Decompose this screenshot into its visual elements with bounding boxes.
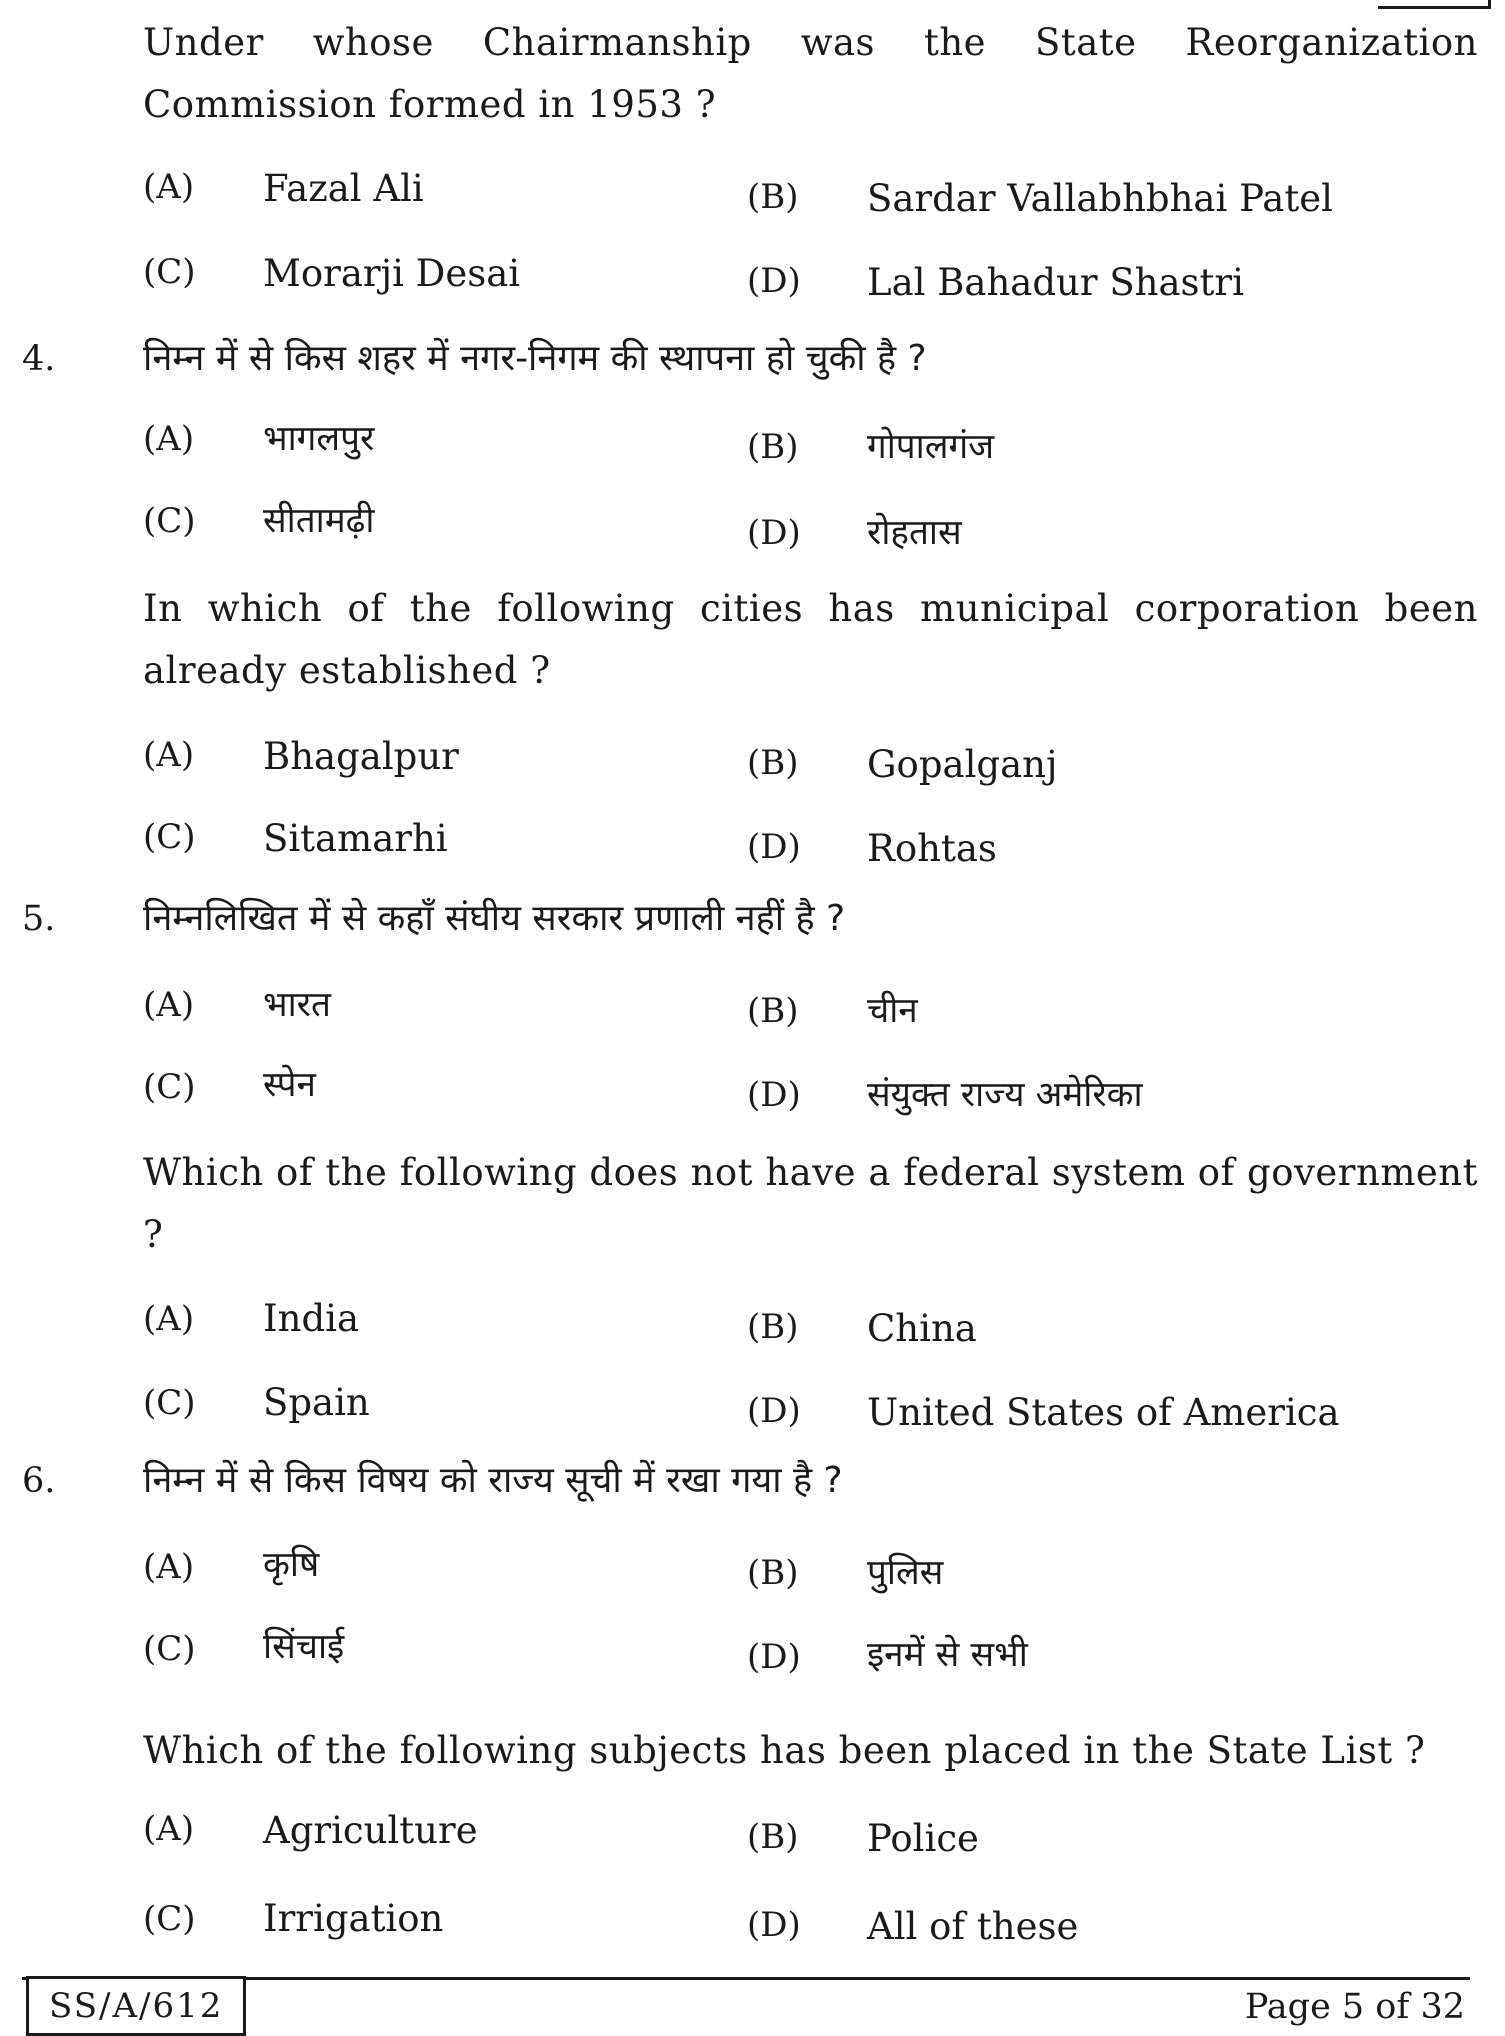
q4-en-option-d-letter: (D) — [747, 827, 801, 867]
q5-hi-option-b-text: चीन — [867, 991, 918, 1031]
question-5-number: 5. — [22, 899, 56, 939]
q3-en-option-c-letter: (C) — [143, 252, 196, 292]
q5-en-option-d-letter: (D) — [747, 1391, 801, 1431]
q6-hi-option-d-letter: (D) — [747, 1637, 801, 1677]
q3-en-option-b-text: Sardar Vallabhbhai Patel — [867, 177, 1333, 220]
q3-en-option-c-text: Morarji Desai — [263, 252, 521, 295]
q4-hi-option-b-text: गोपालगंज — [867, 427, 995, 467]
q6-en-option-b-letter: (B) — [747, 1817, 799, 1857]
q5-en-option-c-letter: (C) — [143, 1383, 196, 1423]
q6-hi-option-a-letter: (A) — [143, 1547, 195, 1587]
question-4-hindi: निम्न में से किस शहर में नगर-निगम की स्थापना हो चुकी है ? — [143, 338, 927, 379]
q4-en-option-d-text: Rohtas — [867, 827, 997, 870]
q5-en-option-c-text: Spain — [263, 1381, 370, 1424]
q5-en-option-d-text: United States of America — [867, 1391, 1340, 1434]
page-number: Page 5 of 32 — [1244, 1987, 1465, 2027]
q3-en-option-b-letter: (B) — [747, 177, 799, 217]
q6-en-option-b-text: Police — [867, 1817, 979, 1860]
q4-en-option-a-text: Bhagalpur — [263, 735, 459, 778]
q6-hi-option-c-letter: (C) — [143, 1629, 196, 1669]
question-5-english: Which of the following does not have a federal system of government ? — [143, 1151, 1478, 1256]
question-4-number: 4. — [22, 339, 56, 379]
q6-en-option-a-text: Agriculture — [263, 1809, 478, 1852]
q5-hi-option-b-letter: (B) — [747, 991, 799, 1031]
q5-hi-option-d-text: संयुक्त राज्य अमेरिका — [867, 1075, 1143, 1115]
q6-hi-option-b-text: पुलिस — [867, 1553, 944, 1593]
top-corner-mark — [1378, 0, 1491, 9]
q4-en-option-a-letter: (A) — [143, 735, 195, 775]
q6-en-option-c-letter: (C) — [143, 1899, 196, 1939]
q4-en-option-c-text: Sitamarhi — [263, 817, 448, 860]
question-3-english: Under whose Chairmanship was the State Reorganization Commission formed in 1953 ? — [143, 21, 1478, 126]
q4-hi-option-a-text: भागलपुर — [263, 419, 375, 459]
q3-en-option-d-text: Lal Bahadur Shastri — [867, 261, 1244, 304]
q4-hi-option-d-text: रोहतास — [867, 513, 962, 553]
question-5-hindi: निम्नलिखित में से कहाँ संघीय सरकार प्रणाली नहीं है ? — [143, 898, 846, 939]
q6-en-option-a-letter: (A) — [143, 1809, 195, 1849]
q5-hi-option-a-text: भारत — [263, 985, 331, 1025]
q6-en-option-d-text: All of these — [867, 1905, 1079, 1948]
q5-en-option-a-text: India — [263, 1297, 360, 1340]
q5-hi-option-a-letter: (A) — [143, 985, 195, 1025]
q6-hi-option-d-text: इनमें से सभी — [867, 1635, 1028, 1675]
q6-en-option-d-letter: (D) — [747, 1905, 801, 1945]
q5-hi-option-c-text: स्पेन — [263, 1065, 316, 1105]
q5-hi-option-c-letter: (C) — [143, 1067, 196, 1107]
paper-code-box: SS/A/612 — [26, 1976, 246, 2036]
question-4-english: In which of the following cities has municipal corporation been already established ? — [143, 587, 1478, 692]
q6-hi-option-c-text: सिंचाई — [263, 1627, 345, 1667]
q4-en-option-b-letter: (B) — [747, 743, 799, 783]
q5-en-option-b-letter: (B) — [747, 1307, 799, 1347]
q4-hi-option-a-letter: (A) — [143, 419, 195, 459]
q3-en-option-d-letter: (D) — [747, 261, 801, 301]
q4-en-option-c-letter: (C) — [143, 817, 196, 857]
q3-en-option-a-letter: (A) — [143, 167, 195, 207]
question-6-number: 6. — [22, 1461, 56, 1501]
q4-hi-option-c-text: सीतामढ़ी — [263, 501, 375, 541]
q4-hi-option-b-letter: (B) — [747, 427, 799, 467]
q6-hi-option-b-letter: (B) — [747, 1553, 799, 1593]
q5-en-option-a-letter: (A) — [143, 1299, 195, 1339]
q6-hi-option-a-text: कृषि — [263, 1545, 320, 1585]
question-6-hindi: निम्न में से किस विषय को राज्य सूची में रखा गया है ? — [143, 1460, 843, 1501]
question-6-english: Which of the following subjects has been placed in the State List ? — [143, 1729, 1426, 1772]
q4-hi-option-d-letter: (D) — [747, 513, 801, 553]
q5-hi-option-d-letter: (D) — [747, 1075, 801, 1115]
q3-en-option-a-text: Fazal Ali — [263, 167, 424, 210]
q6-en-option-c-text: Irrigation — [263, 1897, 444, 1940]
q4-en-option-b-text: Gopalganj — [867, 743, 1058, 786]
q5-en-option-b-text: China — [867, 1307, 977, 1350]
q4-hi-option-c-letter: (C) — [143, 501, 196, 541]
